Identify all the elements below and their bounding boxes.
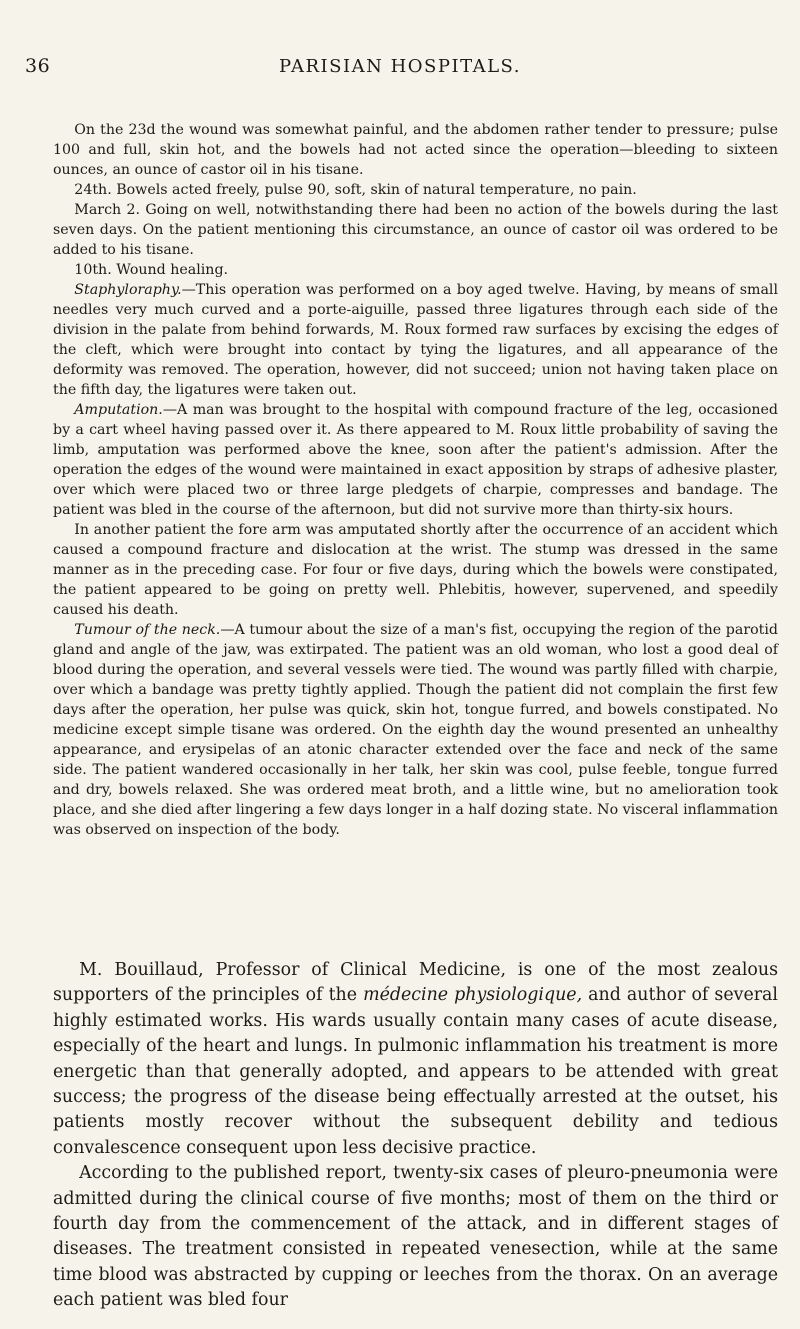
paragraph: M. Bouillaud, Professor of Clinical Medicine, is one of the most zealous supporters of the principles of the médecine physiologique, and author of several highly estimated works. His wards usually contain many cases of acute disease, especially of the heart and lungs. In pulmonic inflammation his treatment is more energetic than that generally adopted, and appears to be attended with great success; the progress of the disease being effectually arrested at the outset, his patients mostly recover without the subsequent debility and tedious convalescence consequent upon less decisive practice. (53, 960, 778, 1158)
paragraph: March 2. Going on well, notwithstanding there had been no action of the bowels during the last seven days. On the patient mentioning this circumstance, an ounce of castor oil was ordered to be added to his tisane. (53, 202, 778, 258)
page-number: 36 (25, 55, 51, 77)
paragraph: 10th. Wound healing. (74, 262, 229, 278)
section-lead: Staphyloraphy. (74, 282, 182, 298)
paragraph: 24th. Bowels acted freely, pulse 90, soft, skin of natural temperature, no pain. (74, 182, 637, 198)
italic-term: médecine physiologique, (363, 985, 583, 1006)
case-notes-section (53, 120, 778, 840)
paragraph-tumour: Tumour of the neck.—A tumour about the size of a man's fist, occupying the region of the parotid gland and angle of the jaw, was extirpated. The patient was an old woman, who lost a good deal of blood during the operation, and several vessels were tied. The wound was partly filled with charpie, over which a bandage was pretty tightly applied. Though the patient did not complain the first few days after the operation, her pulse was quick, skin hot, tongue furred, and bowels constipated. No medicine except simple tisane was ordered. On the eighth day the wound presented an unhealthy appearance, and erysipelas of an atonic character extended over the face and neck of the same side. The patient wandered occasionally in her talk, her skin was cool, pulse feeble, tongue furred and dry, bowels relaxed. She was ordered meat broth, and a little wine, but no amelioration took place, and she died after lingering a few days longer in a half dozing state. No visceral inflammation was observed on inspection of the body. (53, 622, 778, 838)
running-head: PARISIAN HOSPITALS. (279, 56, 521, 77)
paragraph: According to the published report, twenty-six cases of pleuro-pneumonia were admitted during the clinical course of five months; most of them on the third or fourth day from the commencement of the attack, and in different stages of diseases. The treatment consisted in repeated venesection, while at the same time blood was abstracted by cupping or leeches from the thorax. On an average each patient was bled four (53, 1163, 778, 1311)
bouillaud-section (53, 958, 778, 1314)
paragraph-staphyloraphy: Staphyloraphy.—This operation was performed on a boy aged twelve. Having, by means of small needles very much curved and a porte-aiguille, passed three ligatures through each side of the division in the palate from behind forwards, M. Roux formed raw surfaces by excising the edges of the cleft, which were brought into contact by tying the ligatures, and all appearance of the deformity was removed. The operation, however, did not succeed; union not having taken place on the fifth day, the ligatures were taken out. (53, 282, 778, 398)
section-lead: Tumour of the neck. (74, 622, 221, 638)
paragraph: In another patient the fore arm was amputated shortly after the occurrence of an accident which caused a compound fracture and dislocation at the wrist. The stump was dressed in the same manner as in the preceding case. For four or five days, during which the bowels were constipated, the patient appeared to be going on pretty well. Phlebitis, however, supervened, and speedily caused his death. (53, 522, 778, 618)
paragraph: On the 23d the wound was somewhat painful, and the abdomen rather tender to pressure; pulse 100 and full, skin hot, and the bowels had not acted since the operation—bleeding to sixteen ounces, an ounce of castor oil in his tisane. (53, 122, 778, 178)
section-lead: Amputation. (74, 402, 163, 418)
paragraph-amputation: Amputation.—A man was brought to the hospital with compound fracture of the leg, occasioned by a cart wheel having passed over it. As there appeared to M. Roux little probability of saving the limb, amputation was performed above the knee, soon after the patient's admission. After the operation the edges of the wound were maintained in exact apposition by straps of adhesive plaster, over which were placed two or three large pledgets of charpie, compresses and bandage. The patient was bled in the course of the afternoon, but did not survive more than thirty-six hours. (53, 402, 778, 518)
